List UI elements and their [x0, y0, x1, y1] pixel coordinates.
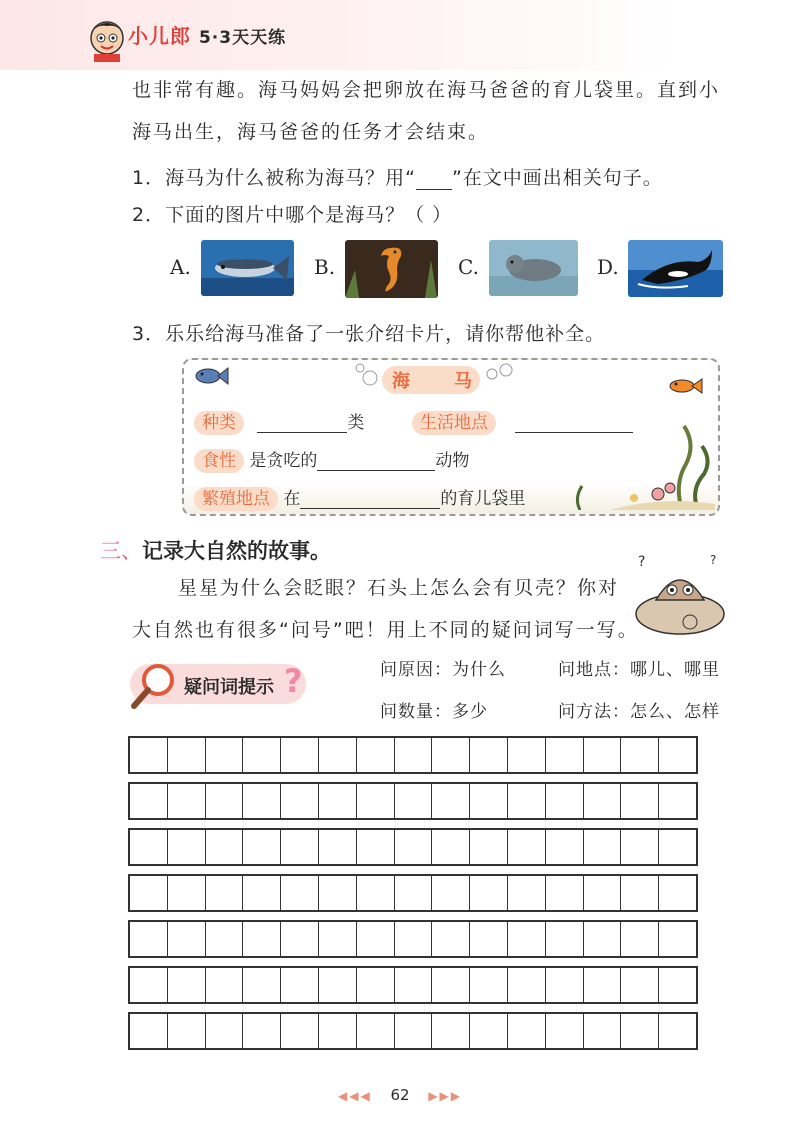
hint-reason: 问原因：为什么	[380, 660, 506, 680]
option-c-label[interactable]: C.	[458, 255, 479, 279]
seahorse-image[interactable]	[345, 240, 438, 298]
option-a-label[interactable]: A.	[170, 255, 191, 279]
section-3-line-1: 星星为什么会眨眼？石头上怎么会有贝壳？你对	[178, 577, 620, 599]
seal-image[interactable]	[489, 240, 578, 296]
svg-text:?: ?	[710, 553, 717, 567]
question-3: 3．乐乐给海马准备了一张介绍卡片，请你帮他补全。	[132, 323, 606, 345]
card-title-char-1: 海	[392, 371, 410, 392]
question-1-text-b: ”在文中画出相关句子。	[451, 167, 663, 189]
habitat-label: 生活地点	[412, 411, 496, 435]
diet-suffix: 动物	[435, 451, 470, 471]
card-row-kind	[194, 408, 364, 433]
grid-row[interactable]	[128, 966, 698, 1004]
seaweed-coral-icon	[570, 424, 715, 510]
section-3-number: 三、	[100, 539, 142, 563]
diet-text: 是贪吃的	[249, 451, 318, 471]
option-b-label[interactable]: B.	[314, 255, 336, 279]
boy-mascot-icon	[86, 14, 128, 62]
brand-logo	[128, 20, 286, 49]
page-number: 62	[390, 1086, 410, 1104]
hint-method: 问方法：怎么、怎样	[558, 702, 720, 722]
grid-row[interactable]	[128, 920, 698, 958]
series-name: 5·3天天练	[198, 28, 287, 48]
card-row-breed	[194, 484, 525, 509]
kind-blank[interactable]	[257, 414, 347, 433]
passage-line-1: 也非常有趣。海马妈妈会把卵放在海马爸爸的育儿袋里。直到小	[132, 79, 721, 101]
left-arrows-icon: ◀◀◀	[337, 1089, 372, 1103]
question-2: 2．下面的图片中哪个是海马？（ ）	[132, 204, 453, 226]
diet-blank[interactable]	[317, 452, 435, 471]
svg-text:?: ?	[638, 554, 646, 570]
question-1-text-a: 1．海马为什么被称为海马？用“	[132, 167, 416, 189]
breed-label: 繁殖地点	[194, 487, 278, 511]
page-footer	[0, 1086, 800, 1104]
orca-image[interactable]	[628, 240, 723, 297]
grid-row[interactable]	[128, 782, 698, 820]
fish-icon	[194, 364, 230, 388]
question-mark-icon: ?	[284, 662, 303, 700]
shell-rock-icon	[630, 550, 730, 640]
brand-name: 小儿郎	[128, 24, 191, 48]
section-3-line-2: 大自然也有很多“问号”吧！用上不同的疑问词写一写。	[132, 619, 639, 641]
grid-row[interactable]	[128, 874, 698, 912]
kind-label: 种类	[194, 411, 244, 435]
grid-row[interactable]	[128, 736, 698, 774]
option-d-label[interactable]: D.	[597, 255, 619, 279]
grid-row[interactable]	[128, 828, 698, 866]
card-row-diet	[194, 446, 469, 471]
hint-place: 问地点：哪儿、哪里	[558, 660, 720, 680]
section-3-heading: 记录大自然的故事。	[142, 539, 331, 563]
tuna-fish-image[interactable]	[201, 240, 294, 296]
passage-line-2: 海马出生，海马爸爸的任务才会结束。	[132, 121, 490, 143]
orange-fish-icon	[666, 374, 706, 398]
kind-suffix: 类	[347, 413, 365, 433]
diet-label: 食性	[194, 449, 244, 473]
magnifier-icon	[128, 660, 180, 712]
grid-row[interactable]	[128, 1012, 698, 1050]
card-title-char-2: 马	[454, 371, 472, 392]
underline-mark	[416, 171, 452, 190]
breed-blank[interactable]	[300, 490, 440, 509]
hint-quantity: 问数量：多少	[380, 702, 488, 722]
right-arrows-icon: ▶▶▶	[428, 1089, 463, 1103]
question-1	[132, 163, 663, 190]
breed-text: 在	[283, 489, 301, 509]
section-3-title	[100, 535, 331, 565]
hint-badge-label: 疑问词提示	[184, 677, 274, 698]
breed-suffix: 的育儿袋里	[440, 489, 526, 509]
